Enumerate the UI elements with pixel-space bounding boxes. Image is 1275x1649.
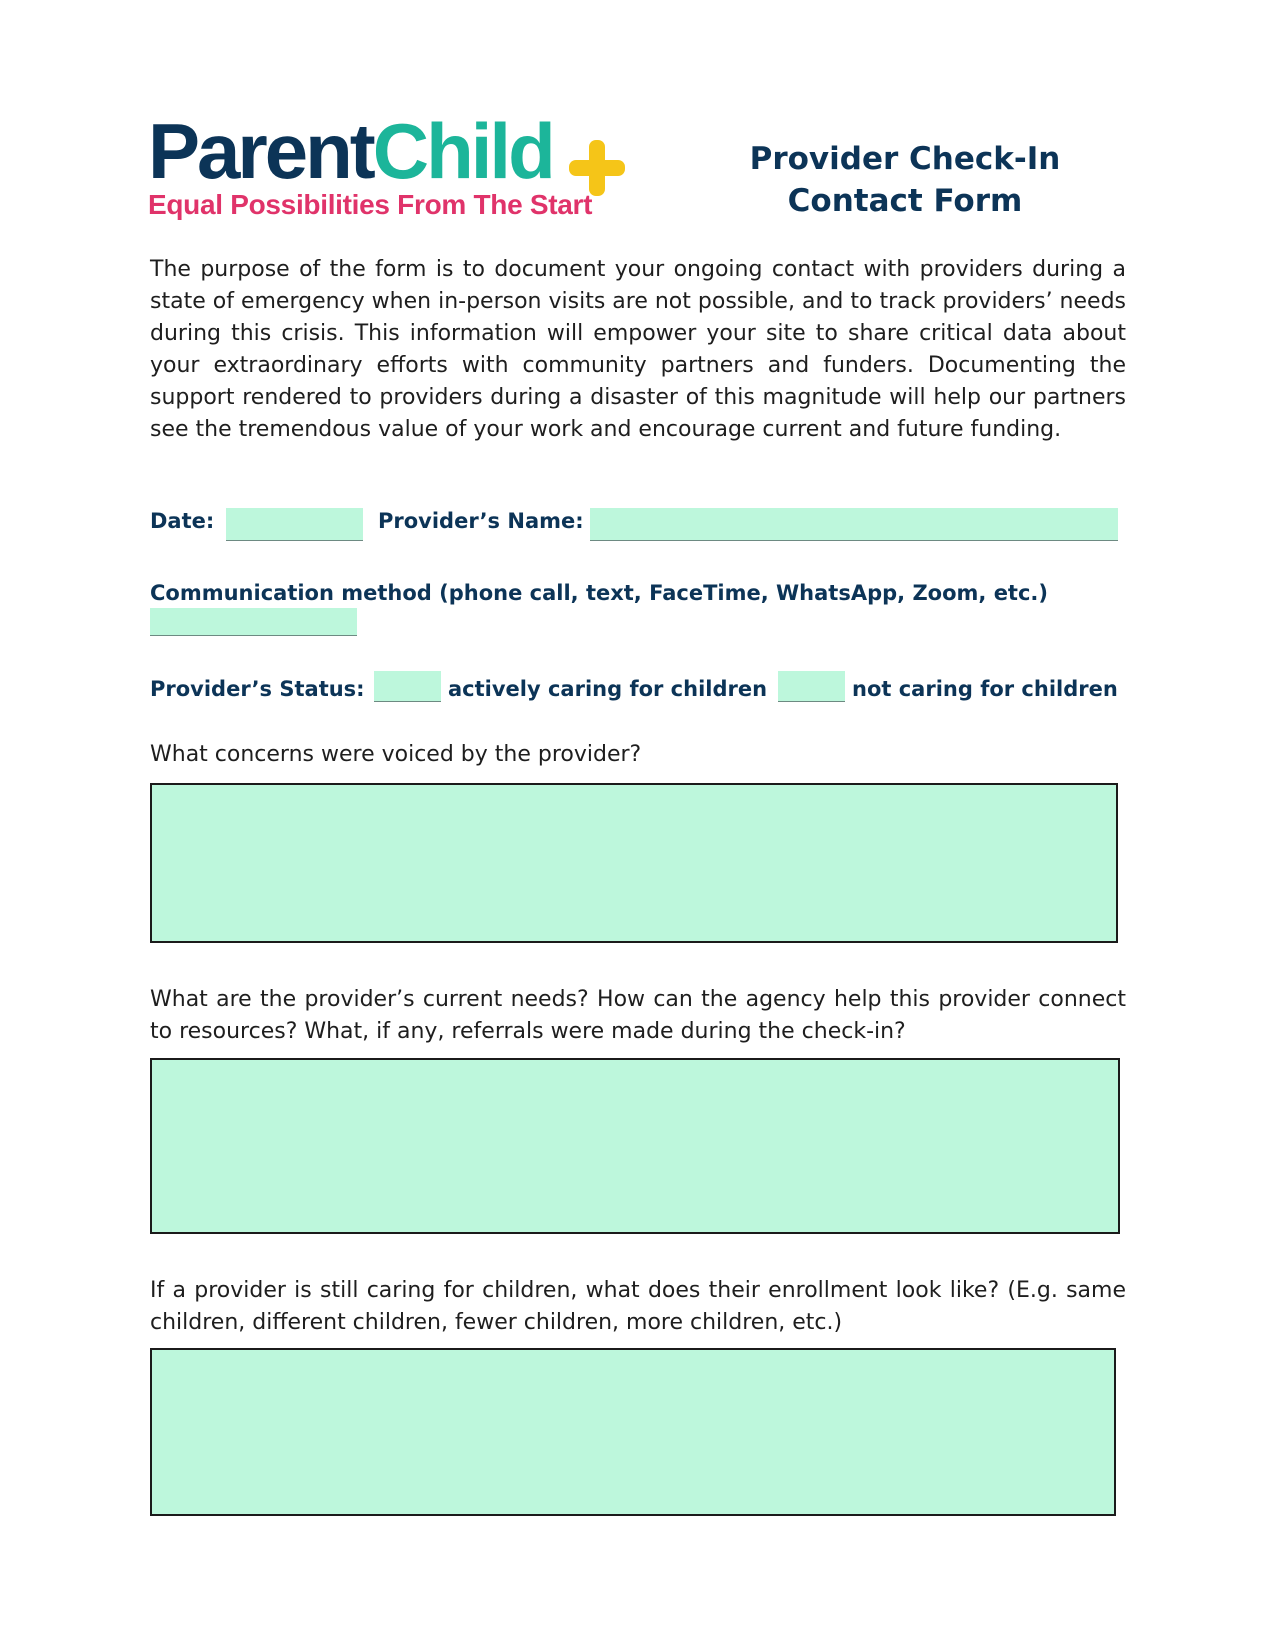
page-title-line1: Provider Check-In bbox=[749, 141, 1061, 177]
provider-status-label: Provider’s Status: bbox=[150, 677, 365, 701]
status-inactive-field[interactable] bbox=[778, 671, 845, 702]
status-inactive-label: not caring for children bbox=[852, 677, 1118, 701]
intro-paragraph: The purpose of the form is to document your ongoing contact with providers during a state of emergency when in-person visits are not possible, and to track providers’ needs during this crisis. This information will empower your site to share critical data about your extraordinary efforts with community partners and funders. Documenting the support rendered to providers during a disaster of this magnitude will help our partners see the tremendous value of your work and encourage current and future funding. bbox=[150, 257, 1126, 442]
status-active-field[interactable] bbox=[374, 671, 441, 702]
date-field[interactable] bbox=[226, 508, 363, 541]
enrollment-question: If a provider is still caring for children, what does their enrollment look like? (E.g. same children, different children, fewer children, more children, etc.) bbox=[150, 1278, 1126, 1335]
provider-name-field[interactable] bbox=[590, 508, 1118, 541]
logo-tagline: Equal Possibilities From The Start bbox=[148, 189, 593, 220]
communication-method-field[interactable] bbox=[150, 608, 357, 636]
concerns-answer-box[interactable] bbox=[150, 783, 1118, 943]
logo bbox=[148, 107, 553, 195]
communication-method-label: Communication method (phone call, text, FaceTime, WhatsApp, Zoom, etc.) bbox=[150, 581, 1048, 605]
needs-question: What are the provider’s current needs? How can the agency help this provider connect to resources? What, if any, referrals were made during the check-in? bbox=[150, 987, 1126, 1044]
date-label: Date: bbox=[150, 509, 215, 533]
logo-word-child: Child bbox=[372, 107, 553, 195]
page-title bbox=[720, 138, 1090, 222]
enrollment-answer-box[interactable] bbox=[150, 1348, 1116, 1516]
logo-word-parent: Parent bbox=[148, 107, 373, 195]
needs-answer-box[interactable] bbox=[150, 1058, 1120, 1234]
page-title-line2: Contact Form bbox=[787, 183, 1023, 219]
concerns-question: What concerns were voiced by the provider? bbox=[150, 742, 642, 767]
status-active-label: actively caring for children bbox=[448, 677, 768, 701]
provider-name-label: Provider’s Name: bbox=[378, 509, 584, 533]
